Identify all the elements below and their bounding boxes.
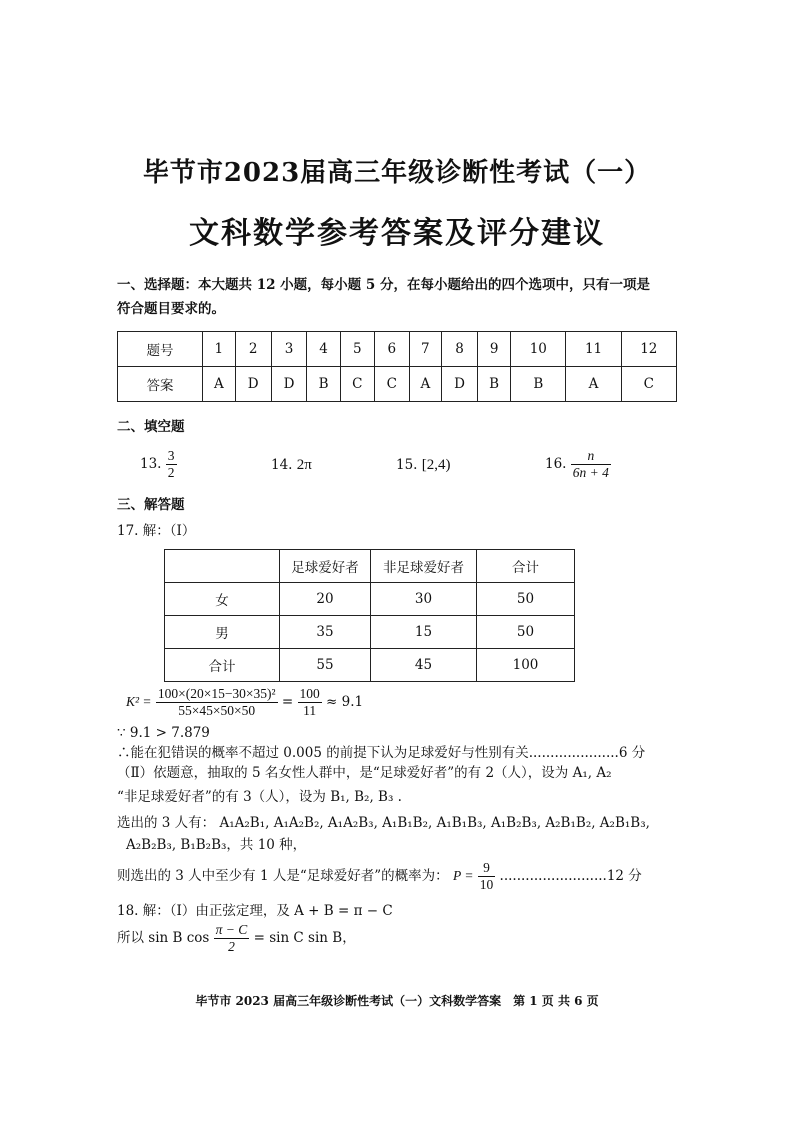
selection-line2: A₂B₂B₃, B₁B₂B₃，共 10 种，	[126, 837, 307, 853]
question-number: 1	[203, 332, 236, 367]
question-number: 5	[340, 332, 374, 367]
table-cell: 100	[477, 649, 575, 682]
answer-cell: C	[375, 367, 409, 402]
table-cell: 30	[371, 583, 477, 616]
q13-denominator: 2	[167, 465, 175, 480]
fill-q13	[140, 448, 177, 481]
answer-cell: D	[442, 367, 478, 402]
fill-q16	[545, 448, 611, 481]
table-cell: 男	[165, 616, 280, 649]
k2-numerator: 100×(20×15−30×35)²	[157, 686, 276, 701]
k2-numerator-simplified: 100	[299, 686, 320, 701]
header-cell: 足球爱好者	[280, 550, 371, 583]
page-footer: 毕节市 2023 届高三年级诊断性考试（一）文科数学答案 第 1 页 共 6 页	[195, 994, 599, 1008]
question-number: 4	[307, 332, 340, 367]
table-row	[165, 616, 575, 649]
answer-cell: B	[511, 367, 566, 402]
answer-cell: C	[340, 367, 374, 402]
k2-formula	[126, 686, 363, 719]
q15-answer: [2,4)	[421, 457, 451, 473]
table-cell: 35	[280, 616, 371, 649]
part2-line1: （Ⅱ）依题意，抽取的 5 名女性人群中，是“足球爱好者”的有 2（人），设为 A₁, A₂	[117, 765, 612, 781]
page-title: 毕节市2023届高三年级诊断性考试（一）	[142, 158, 652, 188]
q13-numerator: 3	[167, 448, 175, 463]
probability-text: 则选出的 3 人中至少有 1 人是“足球爱好者”的概率为：	[117, 868, 449, 884]
table-cell: 55	[280, 649, 371, 682]
therefore-line: ∴能在犯错误的概率不超过 0.005 的前提下认为足球爱好与性别有关.....................6 分	[117, 745, 646, 761]
page-subtitle: 文科数学参考答案及评分建议	[189, 216, 605, 251]
header-cell: 非足球爱好者	[371, 550, 477, 583]
q13-fraction	[166, 448, 177, 481]
k2-equals: =	[281, 694, 294, 710]
fill-q15	[396, 456, 451, 474]
probability-denominator: 10	[479, 877, 494, 892]
table-cell: 50	[477, 616, 575, 649]
question-number: 12	[621, 332, 676, 367]
question-number: 9	[478, 332, 511, 367]
probability-lhs: P =	[452, 868, 474, 883]
answer-cell: D	[235, 367, 271, 402]
section2-heading: 二、填空题	[117, 419, 185, 435]
row-label-answer: 答案	[118, 367, 203, 402]
probability-line	[117, 860, 677, 893]
table-cell: 45	[371, 649, 477, 682]
answer-cell: C	[621, 367, 676, 402]
probability-score: .........................12 分	[499, 868, 642, 884]
q16-fraction	[571, 448, 611, 481]
k2-approx: ≈ 9.1	[326, 694, 364, 710]
table-row-answers	[118, 367, 677, 402]
q18-denominator: 2	[228, 939, 235, 954]
selection-line1: 选出的 3 人有： A₁A₂B₁, A₁A₂B₂, A₁A₂B₃, A₁B₁B₂, A₁B₁B₃, A₁B₂B₃, A₂B₁B₂, A₂B₁B₃,	[117, 815, 650, 831]
q18-heading: 18. 解：（Ⅰ）由正弦定理，及 A + B = π − C	[117, 903, 393, 919]
choice-answer-table	[117, 331, 677, 402]
probability-numerator: 9	[478, 860, 496, 877]
question-number: 2	[235, 332, 271, 367]
table-row	[165, 583, 575, 616]
q14-answer: 2π	[296, 457, 312, 473]
q18-fraction	[214, 922, 250, 955]
k2-lhs: K² =	[126, 694, 152, 709]
k2-denominator-simplified: 11	[303, 703, 317, 718]
answer-cell: A	[566, 367, 621, 402]
table-cell: 50	[477, 583, 575, 616]
q16-denominator: 6n + 4	[572, 465, 609, 480]
fill-q14	[271, 456, 312, 474]
q17-heading: 17. 解：（Ⅰ）	[117, 523, 196, 539]
q15-label: 15.	[396, 457, 418, 473]
because-line: ∵ 9.1 > 7.879	[117, 725, 210, 741]
q16-label: 16.	[545, 456, 567, 472]
section1-intro-line2: 符合题目要求的。	[117, 301, 225, 317]
q18-line2	[117, 922, 356, 955]
header-cell	[165, 550, 280, 583]
row-label-question: 题号	[118, 332, 203, 367]
answer-cell: B	[478, 367, 511, 402]
answer-cell: A	[409, 367, 442, 402]
question-number: 11	[566, 332, 621, 367]
answer-cell: D	[271, 367, 307, 402]
header-cell: 合计	[477, 550, 575, 583]
table-row	[165, 550, 575, 583]
question-number: 7	[409, 332, 442, 367]
q18-text-b: = sin C sin B，	[253, 930, 356, 946]
table-cell: 15	[371, 616, 477, 649]
k2-fraction-simplified	[298, 686, 322, 719]
table-cell: 合计	[165, 649, 280, 682]
table-row	[165, 649, 575, 682]
probability-fraction	[478, 860, 496, 893]
question-number: 10	[511, 332, 566, 367]
table-cell: 20	[280, 583, 371, 616]
question-number: 6	[375, 332, 409, 367]
q13-label: 13.	[140, 456, 162, 472]
k2-denominator: 55×45×50×50	[178, 703, 256, 718]
answer-cell: A	[203, 367, 236, 402]
answer-cell: B	[307, 367, 340, 402]
question-number: 3	[271, 332, 307, 367]
section3-heading: 三、解答题	[117, 497, 185, 513]
part2-line2: “非足球爱好者”的有 3（人），设为 B₁, B₂, B₃ .	[117, 789, 402, 805]
q18-numerator: π − C	[215, 922, 248, 937]
table-row-questions	[118, 332, 677, 367]
table-cell: 女	[165, 583, 280, 616]
contingency-table	[164, 549, 575, 682]
q18-text-a: 所以 sin B cos	[117, 930, 210, 946]
q16-numerator: n	[571, 448, 611, 465]
k2-fraction	[156, 686, 278, 719]
q14-label: 14.	[271, 457, 293, 473]
section1-intro-line1: 一、选择题：本大题共 12 小题，每小题 5 分，在每小题给出的四个选项中，只有一项是	[117, 277, 650, 293]
question-number: 8	[442, 332, 478, 367]
